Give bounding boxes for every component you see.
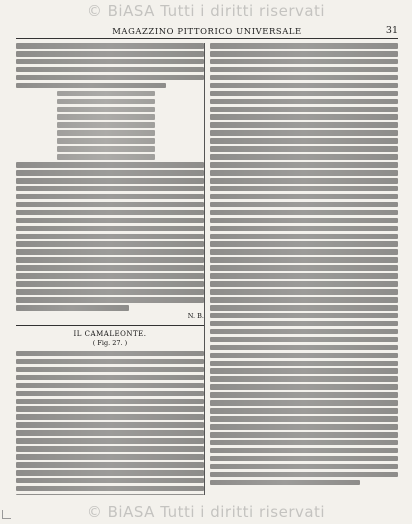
- text-line: [210, 51, 398, 57]
- text-line: [210, 130, 398, 136]
- watermark-bottom: © BiASA Tutti i diritti riservati: [86, 503, 326, 521]
- text-line: [16, 383, 204, 389]
- text-line: [16, 186, 204, 192]
- text-line: [16, 446, 204, 452]
- text-line: [210, 361, 398, 367]
- text-line: [210, 67, 398, 73]
- text-line: [210, 424, 398, 430]
- text-line: [16, 194, 204, 200]
- text-line: [210, 368, 398, 374]
- section-title: IL CAMALEONTE.: [73, 329, 147, 338]
- text-line: [16, 430, 204, 436]
- text-line: [210, 480, 360, 486]
- text-line: [16, 210, 204, 216]
- text-line: [210, 202, 398, 208]
- text-line: [16, 470, 204, 476]
- text-line: [210, 384, 398, 390]
- text-line: [210, 241, 398, 247]
- text-line: [16, 375, 204, 381]
- text-line: [16, 75, 204, 81]
- text-line: [210, 432, 398, 438]
- figure-reference: ( Fig. 27. ): [92, 338, 128, 347]
- text-line: [210, 305, 398, 311]
- text-line: [16, 406, 204, 412]
- text-line: [16, 494, 204, 495]
- verse-line: [57, 130, 155, 136]
- text-line: [16, 305, 129, 311]
- text-line: [210, 353, 398, 359]
- verse-line: [57, 114, 155, 120]
- text-line: [16, 391, 204, 397]
- text-line: [16, 478, 204, 484]
- text-line: [210, 392, 398, 398]
- page-corner-mark: [2, 510, 11, 519]
- text-line: [16, 202, 204, 208]
- text-line: [210, 273, 398, 279]
- text-line: [210, 376, 398, 382]
- running-title: MAGAZZINO PITTORICO UNIVERSALE: [112, 26, 302, 36]
- text-line: [16, 234, 204, 240]
- text-line: [210, 329, 398, 335]
- text-line: [210, 345, 398, 351]
- verse-line: [57, 91, 155, 97]
- text-line: [210, 59, 398, 65]
- left-column: [16, 43, 204, 495]
- text-line: [16, 43, 204, 49]
- text-line: [16, 273, 204, 279]
- section-rule: [16, 325, 204, 326]
- text-line: [16, 289, 204, 295]
- text-line: [16, 178, 204, 184]
- text-line: [16, 59, 204, 65]
- text-line: [210, 75, 398, 81]
- page-number: 31: [385, 25, 398, 36]
- column-divider: [204, 43, 205, 495]
- text-line: [210, 448, 398, 454]
- text-line: [16, 486, 204, 492]
- text-line: [16, 438, 204, 444]
- text-line: [210, 416, 398, 422]
- running-header: [16, 26, 398, 39]
- text-line: [210, 234, 398, 240]
- verse-line: [57, 99, 155, 105]
- text-line: [210, 170, 398, 176]
- text-line: [210, 43, 398, 49]
- text-line: [16, 170, 204, 176]
- text-line: [210, 321, 398, 327]
- text-line: [210, 83, 398, 89]
- text-line: [16, 241, 204, 247]
- text-line: [210, 464, 398, 470]
- verse-line: [57, 138, 155, 144]
- text-line: [210, 146, 398, 152]
- text-line: [16, 162, 204, 168]
- text-line: [210, 218, 398, 224]
- text-line: [16, 83, 166, 89]
- text-line: [16, 226, 204, 232]
- text-line: [16, 399, 204, 405]
- text-line: [210, 178, 398, 184]
- text-line: [210, 114, 398, 120]
- text-line: [210, 107, 398, 113]
- text-line: [16, 281, 204, 287]
- section-end-mark: N. B.: [187, 311, 204, 320]
- text-line: [210, 289, 398, 295]
- text-line: [16, 218, 204, 224]
- text-line: [210, 400, 398, 406]
- text-line: [210, 186, 398, 192]
- text-line: [210, 265, 398, 271]
- text-line: [16, 359, 204, 365]
- text-line: [210, 408, 398, 414]
- text-line: [16, 297, 204, 303]
- text-line: [210, 472, 398, 478]
- verse-line: [57, 107, 155, 113]
- text-line: [16, 67, 204, 73]
- text-line: [16, 454, 204, 460]
- verse-line: [57, 122, 155, 128]
- text-line: [16, 367, 204, 373]
- text-line: [210, 194, 398, 200]
- text-line: [16, 422, 204, 428]
- text-line: [210, 162, 398, 168]
- text-line: [210, 456, 398, 462]
- text-line: [210, 440, 398, 446]
- verse-line: [57, 154, 155, 160]
- text-line: [210, 281, 398, 287]
- text-line: [16, 257, 204, 263]
- text-line: [16, 462, 204, 468]
- text-line: [210, 122, 398, 128]
- text-line: [16, 249, 204, 255]
- text-line: [16, 265, 204, 271]
- text-line: [210, 138, 398, 144]
- text-line: [210, 154, 398, 160]
- text-line: [210, 99, 398, 105]
- text-line: [16, 414, 204, 420]
- text-line: [210, 249, 398, 255]
- text-line: [210, 313, 398, 319]
- text-line: [16, 51, 204, 57]
- text-line: [210, 91, 398, 97]
- text-line: [16, 351, 204, 357]
- text-line: [210, 257, 398, 263]
- right-column: [210, 43, 398, 495]
- text-line: [210, 337, 398, 343]
- text-line: [210, 297, 398, 303]
- text-line: [210, 210, 398, 216]
- verse-line: [57, 146, 155, 152]
- text-line: [210, 226, 398, 232]
- watermark-top: © BiASA Tutti i diritti riservati: [86, 2, 326, 20]
